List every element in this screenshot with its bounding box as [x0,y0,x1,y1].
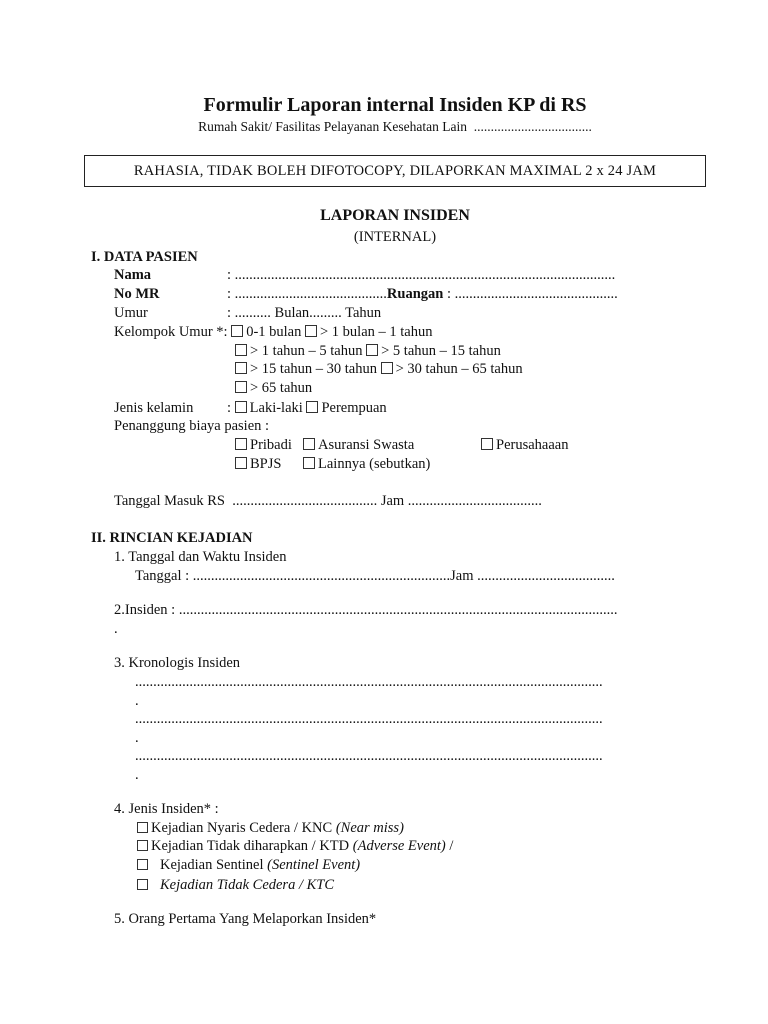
q3-line-1[interactable]: ................................................................................................................................. [135,674,603,690]
jenis-sentinel: Kejadian Sentinel (Sentinel Event) [137,856,360,874]
q2-insiden-field[interactable]: 2.Insiden : ......................................................................................................................... [114,602,618,618]
q5-label: 5. Orang Pertama Yang Melaporkan Insiden* [114,911,377,927]
report-title: LAPORAN INSIDEN [320,207,470,224]
q3-dot-3: . [135,767,139,783]
form-title: Formulir Laporan internal Insiden KP di RS [203,94,587,116]
checkbox-bpjs[interactable] [235,457,247,469]
kelompok-umur-row-4: > 65 tahun [235,379,312,397]
tanggal-masuk-field[interactable]: Tanggal Masuk RS ........................................ Jam ..................................... [114,493,542,509]
checkbox-perempuan[interactable] [306,401,318,413]
form-subtitle: Rumah Sakit/ Fasilitas Pelayanan Kesehatan Lain ................................... [198,119,592,134]
checkbox-1bln-1thn[interactable] [305,325,317,337]
umur-field[interactable]: : .......... Bulan......... Tahun [227,305,382,321]
checkbox-5-15-tahun[interactable] [366,344,378,356]
nama-field[interactable]: : ......................................................................................................... [227,267,616,283]
section-heading-rincian-kejadian: II. RINCIAN KEJADIAN [91,530,253,546]
q3-line-3[interactable]: ................................................................................................................................. [135,748,603,764]
checkbox-knc[interactable] [137,822,148,833]
q1-label: 1. Tanggal dan Waktu Insiden [114,549,287,565]
biaya-option-asuransi: Asuransi Swasta [303,436,414,454]
q2-dot: . [114,621,118,637]
checkbox-0-1-bulan[interactable] [231,325,243,337]
section-heading-data-pasien: I. DATA PASIEN [91,249,198,265]
q3-line-2[interactable]: ................................................................................................................................. [135,711,603,727]
checkbox-ktc[interactable] [137,879,148,890]
checkbox-15-30-tahun[interactable] [235,362,247,374]
biaya-option-bpjs: BPJS [235,455,281,473]
confidential-notice: RAHASIA, TIDAK BOLEH DIFOTOCOPY, DILAPORKAN MAXIMAL 2 x 24 JAM [84,155,706,187]
biaya-option-pribadi: Pribadi [235,436,292,454]
ruangan-label: Ruangan [386,286,444,302]
checkbox-1-5-tahun[interactable] [235,344,247,356]
ruangan-field[interactable]: : ............................................. [443,286,618,302]
umur-label: Umur [114,305,148,321]
checkbox-perusahaan[interactable] [481,438,493,450]
checkbox-30-65-tahun[interactable] [381,362,393,374]
jenis-ktd: Kejadian Tidak diharapkan / KTD (Adverse Event) / [137,837,453,855]
checkbox-ktd[interactable] [137,840,148,851]
nama-label: Nama [114,267,152,283]
checkbox-65-tahun[interactable] [235,381,247,393]
kelompok-umur-label: Kelompok Umur *: [114,324,228,340]
jenis-kelamin-label: Jenis kelamin [114,400,194,416]
checkbox-laki-laki[interactable] [235,401,247,413]
kelompok-umur-row-3: > 15 tahun – 30 tahun > 30 tahun – 65 tahun [235,360,523,378]
report-subtitle: (INTERNAL) [353,229,437,245]
checkbox-lainnya[interactable] [303,457,315,469]
kelompok-umur-row-2: > 1 tahun – 5 tahun > 5 tahun – 15 tahun [235,342,501,360]
q3-dot-2: . [135,730,139,746]
nomr-label: No MR [114,286,160,302]
biaya-option-lainnya: Lainnya (sebutkan) [303,455,430,473]
jenis-knc: Kejadian Nyaris Cedera / KNC (Near miss) [137,819,404,837]
checkbox-asuransi-swasta[interactable] [303,438,315,450]
checkbox-pribadi[interactable] [235,438,247,450]
jenis-ktc: Kejadian Tidak Cedera / KTC [137,876,334,894]
penanggung-biaya-label: Penanggung biaya pasien : [114,418,270,434]
q1-tanggal-field[interactable]: Tanggal : .......................................................................Jam ...................................... [135,568,615,584]
kelompok-umur-row: Kelompok Umur *: 0-1 bulan > 1 bulan – 1 tahun [114,324,433,340]
jenis-kelamin-options: : Laki-laki Perempuan [227,400,387,416]
q4-label: 4. Jenis Insiden* : [114,801,219,817]
biaya-option-perusahaan: Perusahaaan [481,436,568,454]
q3-label: 3. Kronologis Insiden [114,655,241,671]
checkbox-sentinel[interactable] [137,859,148,870]
q3-dot-1: . [135,693,139,709]
nomr-field[interactable]: : ..........................................Ruangan : ............................................. [227,286,618,302]
